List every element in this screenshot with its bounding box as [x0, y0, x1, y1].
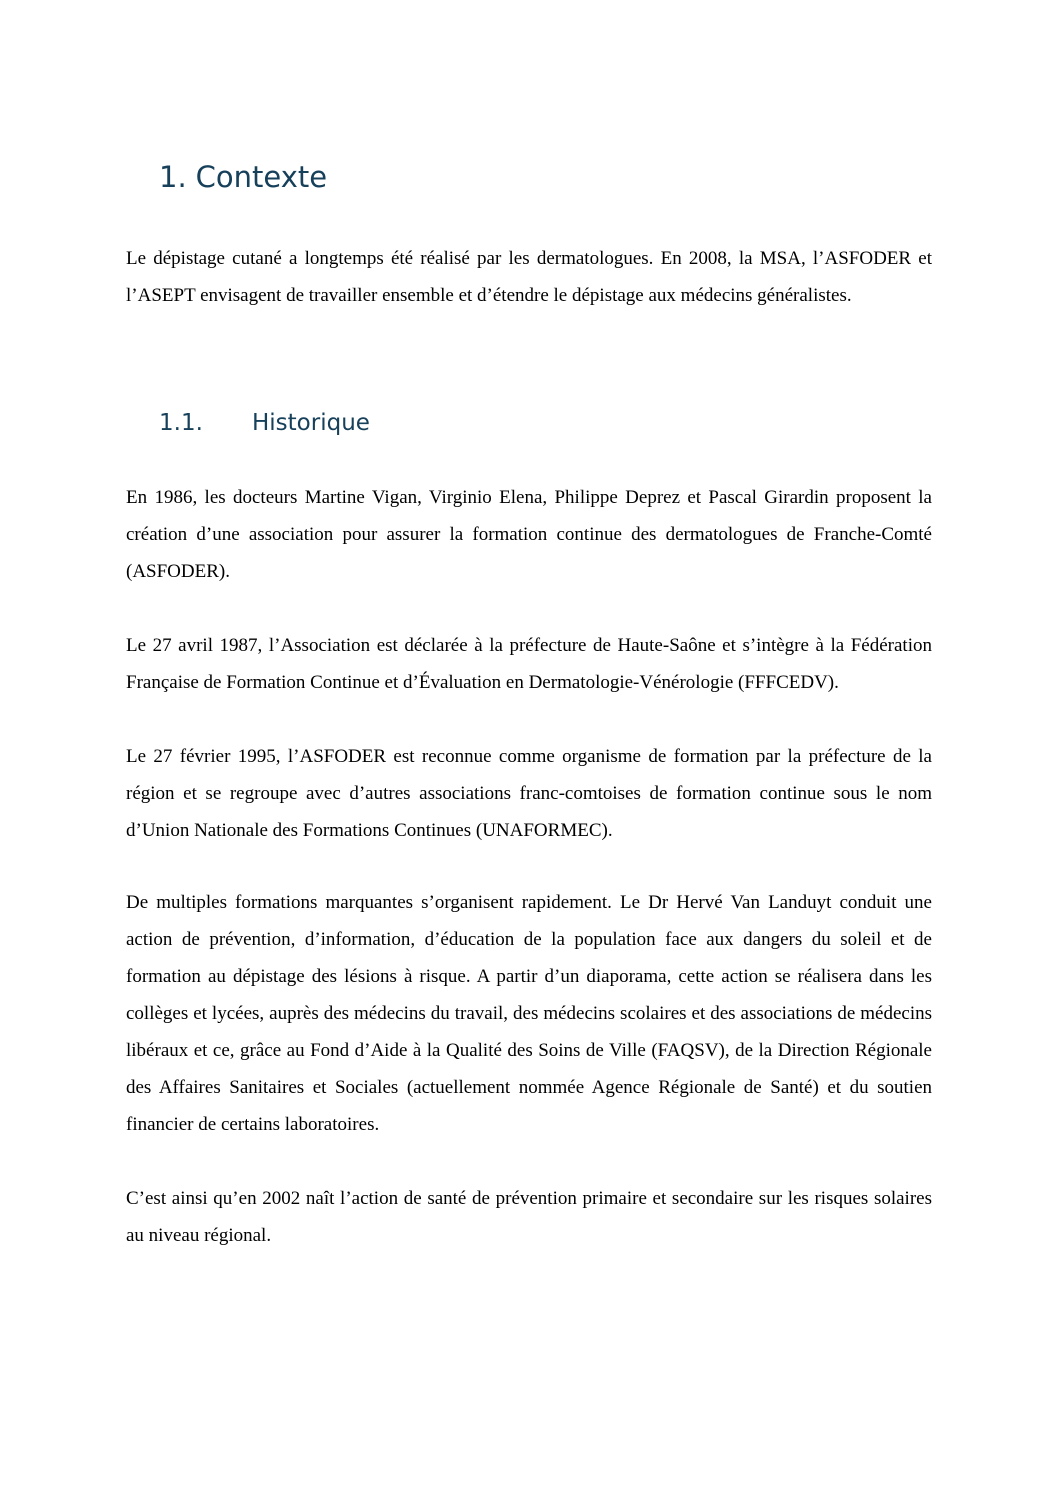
intro-paragraph: Le dépistage cutané a longtemps été réalisé par les dermatologues. En 2008, la MSA, l’ASFODER et l’ASEPT envisagent de travailler ensemble et d’étendre le dépistage aux médecins généralistes.: [126, 248, 932, 306]
subsection-title: Historique: [252, 410, 370, 436]
history-paragraph-1987: Le 27 avril 1987, l’Association est déclarée à la préfecture de Haute-Saône et s’intègre à la Fédération Française de Formation Continue et d’Évaluation en Dermatologie-Vénérologie (FFFCEDV).: [126, 635, 932, 693]
section-number: 1.: [159, 160, 187, 194]
section-title: Contexte: [195, 160, 328, 194]
subsection-number: 1.1.: [159, 410, 203, 436]
history-paragraph-1986: En 1986, les docteurs Martine Vigan, Virginio Elena, Philippe Deprez et Pascal Girardin proposent la création d’une association pour assurer la formation continue des dermatologues de Franche-Comté (ASFODER).: [126, 487, 932, 582]
subsection-heading: [159, 410, 370, 436]
history-paragraph-1995: Le 27 février 1995, l’ASFODER est reconnue comme organisme de formation par la préfecture de la région et se regroupe avec d’autres associations franc-comtoises de formation continue sous le nom d’Union Nationale des Formations Continues (UNAFORMEC).: [126, 746, 932, 841]
section-heading: [159, 160, 327, 194]
history-paragraph-2002: C’est ainsi qu’en 2002 naît l’action de santé de prévention primaire et secondaire sur les risques solaires au niveau régional.: [126, 1188, 932, 1246]
history-paragraph-formations: De multiples formations marquantes s’organisent rapidement. Le Dr Hervé Van Landuyt conduit une action de prévention, d’information, d’éducation de la population face aux dangers du soleil et de formation au dépistage des lésions à risque. A partir d’un diaporama, cette action se réalisera dans les collèges et lycées, auprès des médecins du travail, des médecins scolaires et des associations de médecins libéraux et ce, grâce au Fond d’Aide à la Qualité des Soins de Ville (FAQSV), de la Direction Régionale des Affaires Sanitaires et Sociales (actuellement nommée Agence Régionale de Santé) et du soutien financier de certains laboratoires.: [126, 892, 932, 1135]
